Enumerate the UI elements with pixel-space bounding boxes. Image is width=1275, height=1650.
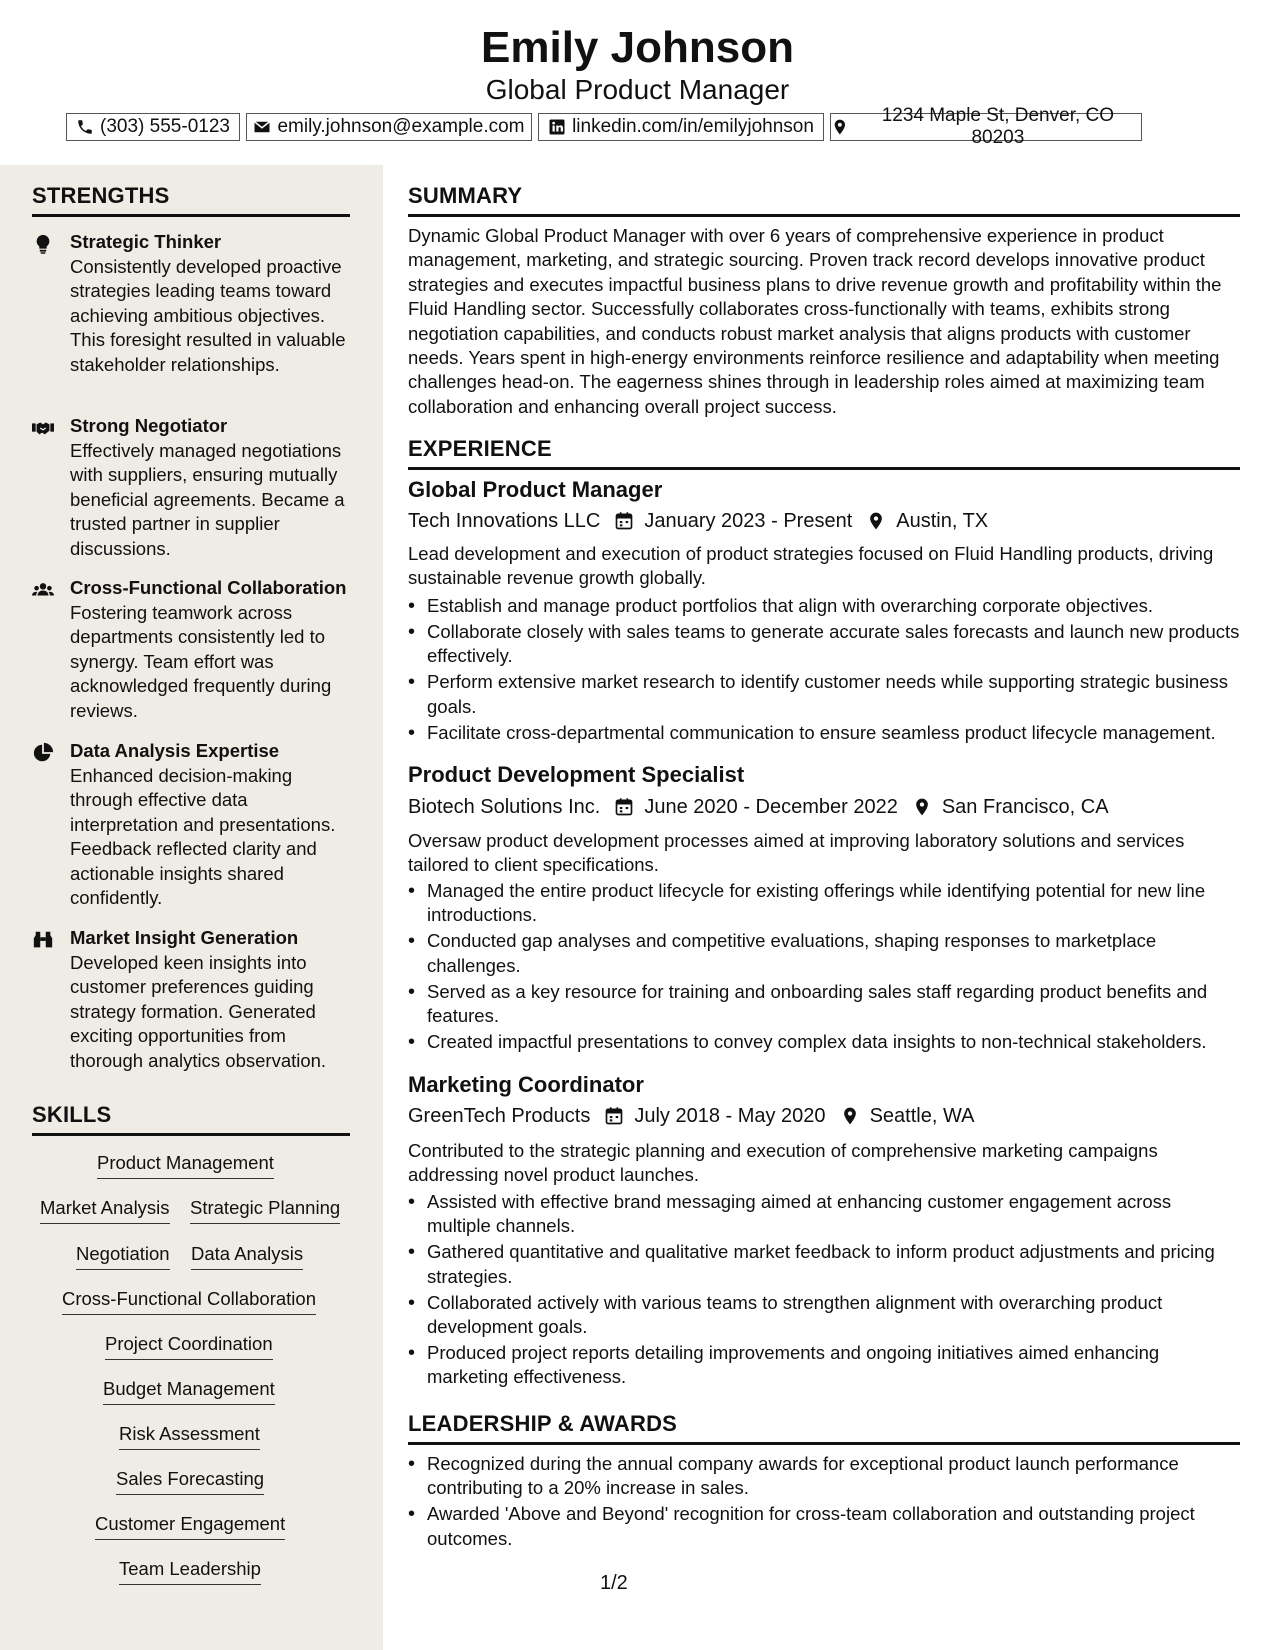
candidate-name: Emily Johnson xyxy=(481,23,794,72)
skill-tag: Project Coordination xyxy=(105,1332,273,1360)
strength-title: Strong Negotiator xyxy=(70,415,228,436)
bullet-item: • Produced project reports detailing improvements and ongoing initiatives aimed enhancing marketing effectiveness. xyxy=(408,1341,1240,1390)
calendar-icon xyxy=(604,1106,624,1126)
phone-text: (303) 555-0123 xyxy=(100,116,230,137)
envelope-icon xyxy=(253,118,271,136)
job-company: Biotech Solutions Inc. xyxy=(408,796,601,818)
skill-tag: Market Analysis xyxy=(40,1196,170,1224)
phone-icon xyxy=(76,118,94,136)
summary-text: Dynamic Global Product Manager with over 6 years of comprehensive experience in product management, marketing, and strategic sourcing. Proven track record develops innovative product strategies and executes impactful business plans to drive revenue growth and profitability within the Fluid Handling sector. Successfully collaborates cross-functionally with teams, exhibits strong negotiation capabilities, and conducts robust market analysis that aligns products with customer needs. Years spent in high-energy environments reinforce resilience and adaptability when meeting challenges head-on. The eagerness shines through in leadership roles aimed at maximizing team collaboration and enhancing overall project success. xyxy=(408,225,1222,417)
strength-desc: Enhanced decision-making through effective data interpretation and presentations. Feedback reflected clarity and actionable insights shared confidently. xyxy=(70,765,336,909)
bullet-item: • Created impactful presentations to convey complex data insights to non-technical stakeholders. xyxy=(408,1030,1240,1054)
skill-tag: Data Analysis xyxy=(191,1242,303,1270)
job-meta xyxy=(408,793,1109,821)
bullet-item: • Awarded 'Above and Beyond' recognition for cross-team collaboration and outstanding project outcomes. xyxy=(408,1502,1240,1551)
skills-heading: SKILLS xyxy=(32,1102,112,1127)
skill-tag: Budget Management xyxy=(103,1377,275,1405)
strength-desc: Consistently developed proactive strategies leading teams toward achieving ambitious objectives. This foresight resulted in valuable stakeholder relationships. xyxy=(70,256,346,375)
strength-desc: Effectively managed negotiations with suppliers, ensuring mutually beneficial agreements. Became a trusted partner in supplier discussions. xyxy=(70,440,345,559)
strengths-heading: STRENGTHS xyxy=(32,183,170,208)
contact-phone xyxy=(66,113,240,141)
job-company: GreenTech Products xyxy=(408,1105,591,1127)
contact-bar xyxy=(0,105,1275,148)
strength-title: Cross-Functional Collaboration xyxy=(70,577,347,598)
map-pin-icon xyxy=(912,797,932,817)
job-bullets xyxy=(408,1190,1240,1391)
contact-address xyxy=(830,105,1142,148)
job-description: Oversaw product development processes aimed at improving laboratory solutions and services tailored to client specifications. xyxy=(408,830,1185,876)
experience-heading: EXPERIENCE xyxy=(408,436,552,461)
skill-tag: Risk Assessment xyxy=(119,1422,260,1450)
job-title: Product Development Specialist xyxy=(408,762,745,787)
job-location: San Francisco, CA xyxy=(941,796,1109,818)
job-meta xyxy=(408,1102,974,1130)
bullet-item: • Collaborate closely with sales teams to generate accurate sales forecasts and launch new products effectively. xyxy=(408,620,1240,669)
resume-header xyxy=(0,0,1275,165)
job-dates: July 2018 - May 2020 xyxy=(634,1105,826,1127)
bullet-item: • Recognized during the annual company awards for exceptional product launch performance contributing to a 20% increase in sales. xyxy=(408,1452,1240,1501)
skill-tag: Cross-Functional Collaboration xyxy=(62,1287,316,1315)
map-pin-icon xyxy=(831,118,849,136)
handshake-icon xyxy=(32,417,54,439)
linkedin-text[interactable]: linkedin.com/in/emilyjohnson xyxy=(572,116,814,137)
candidate-title: Global Product Manager xyxy=(485,74,790,105)
bullet-item: • Establish and manage product portfolios that align with overarching corporate objectives. xyxy=(408,594,1240,618)
job-dates: January 2023 - Present xyxy=(644,510,853,532)
skill-tag: Team Leadership xyxy=(119,1557,261,1585)
leadership-bullets xyxy=(408,1452,1240,1553)
lightbulb-icon xyxy=(32,233,54,255)
skill-tag: Negotiation xyxy=(76,1242,170,1270)
skills-rule xyxy=(32,1133,350,1136)
calendar-icon xyxy=(614,797,634,817)
strength-title: Market Insight Generation xyxy=(70,927,299,948)
skill-tag: Customer Engagement xyxy=(95,1512,285,1540)
summary-rule xyxy=(408,214,1240,217)
job-meta xyxy=(408,507,988,535)
strengths-rule xyxy=(32,214,350,217)
leadership-rule xyxy=(408,1442,1240,1445)
job-description: Lead development and execution of product strategies focused on Fluid Handling products, driving sustainable revenue growth globally. xyxy=(408,543,1214,589)
map-pin-icon xyxy=(840,1106,860,1126)
job-location: Seattle, WA xyxy=(869,1105,975,1127)
strength-desc: Developed keen insights into customer preferences guiding strategy formation. Generated exciting opportunities from thorough analytics observation. xyxy=(70,952,327,1071)
map-pin-icon xyxy=(866,511,886,531)
address-text: 1234 Maple St, Denver, CO 80203 xyxy=(881,105,1115,148)
job-title: Marketing Coordinator xyxy=(408,1072,644,1097)
job-bullets xyxy=(408,879,1240,1056)
summary-heading: SUMMARY xyxy=(408,183,523,208)
users-icon xyxy=(32,579,54,601)
email-text[interactable]: emily.johnson@example.com xyxy=(277,116,525,137)
pie-chart-icon xyxy=(32,742,54,764)
skill-tag: Product Management xyxy=(97,1151,274,1179)
experience-rule xyxy=(408,467,1240,470)
bullet-item: • Gathered quantitative and qualitative market feedback to inform product adjustments and pricing strategies. xyxy=(408,1240,1240,1289)
contact-email[interactable] xyxy=(246,113,532,141)
strength-desc: Fostering teamwork across departments consistently led to synergy. Team effort was acknowledged frequently during reviews. xyxy=(70,602,332,721)
bullet-item: • Facilitate cross-departmental communication to ensure seamless product lifecycle management. xyxy=(408,721,1240,745)
job-description: Contributed to the strategic planning and execution of comprehensive marketing campaigns addressing novel product launches. xyxy=(408,1140,1158,1186)
bullet-item: • Served as a key resource for training and onboarding sales staff regarding product benefits and features. xyxy=(408,980,1240,1029)
bullet-item: • Conducted gap analyses and competitive evaluations, shaping responses to marketplace challenges. xyxy=(408,929,1240,978)
bullet-item: • Collaborated actively with various teams to strengthen alignment with overarching product development goals. xyxy=(408,1291,1240,1340)
job-dates: June 2020 - December 2022 xyxy=(644,796,898,818)
strength-title: Strategic Thinker xyxy=(70,231,222,252)
bullet-item: • Assisted with effective brand messaging aimed at enhancing customer engagement across multiple channels. xyxy=(408,1190,1240,1239)
contact-linkedin[interactable] xyxy=(538,113,824,141)
binoculars-icon xyxy=(32,929,54,951)
linkedin-icon xyxy=(548,118,566,136)
skill-tag: Strategic Planning xyxy=(190,1196,340,1224)
bullet-item: • Perform extensive market research to identify customer needs while supporting strategic business goals. xyxy=(408,670,1240,719)
leadership-heading: LEADERSHIP & AWARDS xyxy=(408,1411,678,1436)
skill-tag: Sales Forecasting xyxy=(116,1467,264,1495)
job-title: Global Product Manager xyxy=(408,477,663,502)
strength-title: Data Analysis Expertise xyxy=(70,740,280,761)
calendar-icon xyxy=(614,511,634,531)
job-location: Austin, TX xyxy=(896,510,989,532)
bullet-item: • Managed the entire product lifecycle for existing offerings while identifying potential for new line introductions. xyxy=(408,879,1240,928)
job-company: Tech Innovations LLC xyxy=(408,510,601,532)
page-number: 1/2 xyxy=(600,1572,628,1594)
job-bullets xyxy=(408,594,1240,746)
